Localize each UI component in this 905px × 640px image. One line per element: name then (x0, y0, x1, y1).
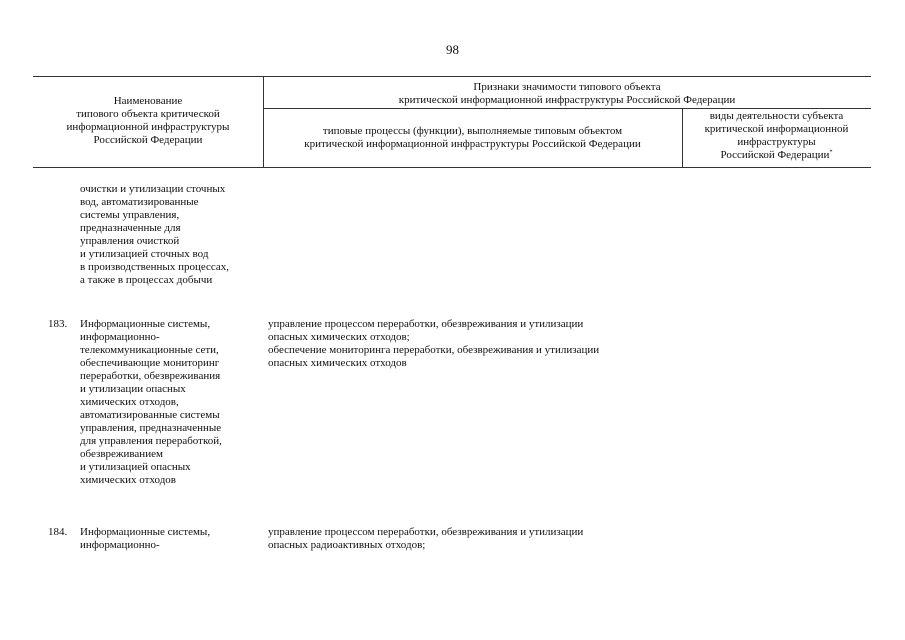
header-typical-processes (263, 125, 682, 151)
header-line: критической информационной (704, 123, 849, 135)
header-line: критической информационной инфраструктуры Российской Федерации (304, 138, 641, 150)
header-line: Российской Федерации (93, 134, 203, 146)
name-line: управления, предназначенные (80, 422, 222, 434)
object-name (80, 318, 265, 487)
name-line: автоматизированные системы (80, 409, 220, 421)
name-line: переработки, обезвреживания (80, 370, 221, 382)
row-number: 183. (48, 318, 68, 330)
header-line: Наименование (113, 95, 183, 107)
page-number: 98 (446, 42, 459, 57)
header-line: критической информационной инфраструктуры Российской Федерации (398, 94, 736, 106)
process-line: опасных радиоактивных отходов; (268, 539, 426, 551)
name-line: Информационные системы, (80, 526, 211, 538)
name-line: химических отходов, (80, 396, 179, 408)
name-line: информационно- (80, 331, 160, 343)
name-line: химических отходов (80, 474, 177, 486)
name-line: управления очисткой (80, 235, 180, 247)
footnote-mark: * (829, 149, 833, 156)
table-header-top-border (33, 76, 871, 77)
name-line: а также в процессах добычи (80, 274, 213, 286)
object-name (80, 526, 265, 552)
process-line: управление процессом переработки, обезвреживания и утилизации (268, 526, 584, 538)
row-number: 184. (48, 526, 68, 538)
name-line: системы управления, (80, 209, 180, 221)
name-line: в производственных процессах, (80, 261, 230, 273)
name-line: и утилизацией сточных вод (80, 248, 209, 260)
header-line: типового объекта критической (76, 108, 220, 120)
name-line: предназначенные для (80, 222, 181, 234)
typical-processes (268, 318, 678, 370)
name-line: телекоммуникационные сети, (80, 344, 219, 356)
name-line: и утилизации опасных (80, 383, 186, 395)
process-line: управление процессом переработки, обезвреживания и утилизации (268, 318, 584, 330)
name-line: Информационные системы, (80, 318, 211, 330)
header-line: типовые процессы (функции), выполняемые типовым объектом (322, 125, 623, 137)
name-line: и утилизацией опасных (80, 461, 191, 473)
header-line (682, 149, 871, 162)
process-line: опасных химических отходов (268, 357, 407, 369)
header-significance-signs (263, 81, 871, 107)
process-line: обеспечение мониторинга переработки, обезвреживания и утилизации (268, 344, 600, 356)
name-line: обезвреживанием (80, 448, 163, 460)
header-activity-types (682, 110, 871, 162)
process-line: опасных химических отходов; (268, 331, 410, 343)
header-line: Признаки значимости типового объекта (473, 81, 661, 93)
name-line: обеспечивающие мониторинг (80, 357, 220, 369)
name-line: очистки и утилизации сточных (80, 183, 226, 195)
name-line: вод, автоматизированные (80, 196, 199, 208)
name-line: для управления переработкой, (80, 435, 222, 447)
typical-processes (268, 526, 678, 552)
header-line: информационной инфраструктуры (66, 121, 230, 133)
header-object-name (33, 95, 263, 147)
table-header-middle-border (263, 108, 871, 109)
header-line: виды деятельности субъекта (709, 110, 844, 122)
header-line-text: Российской Федерации (720, 149, 830, 161)
table-header-bottom-border (33, 167, 871, 168)
header-line: инфраструктуры (737, 136, 816, 148)
continuation-object-name (80, 183, 265, 287)
name-line: информационно- (80, 539, 160, 551)
